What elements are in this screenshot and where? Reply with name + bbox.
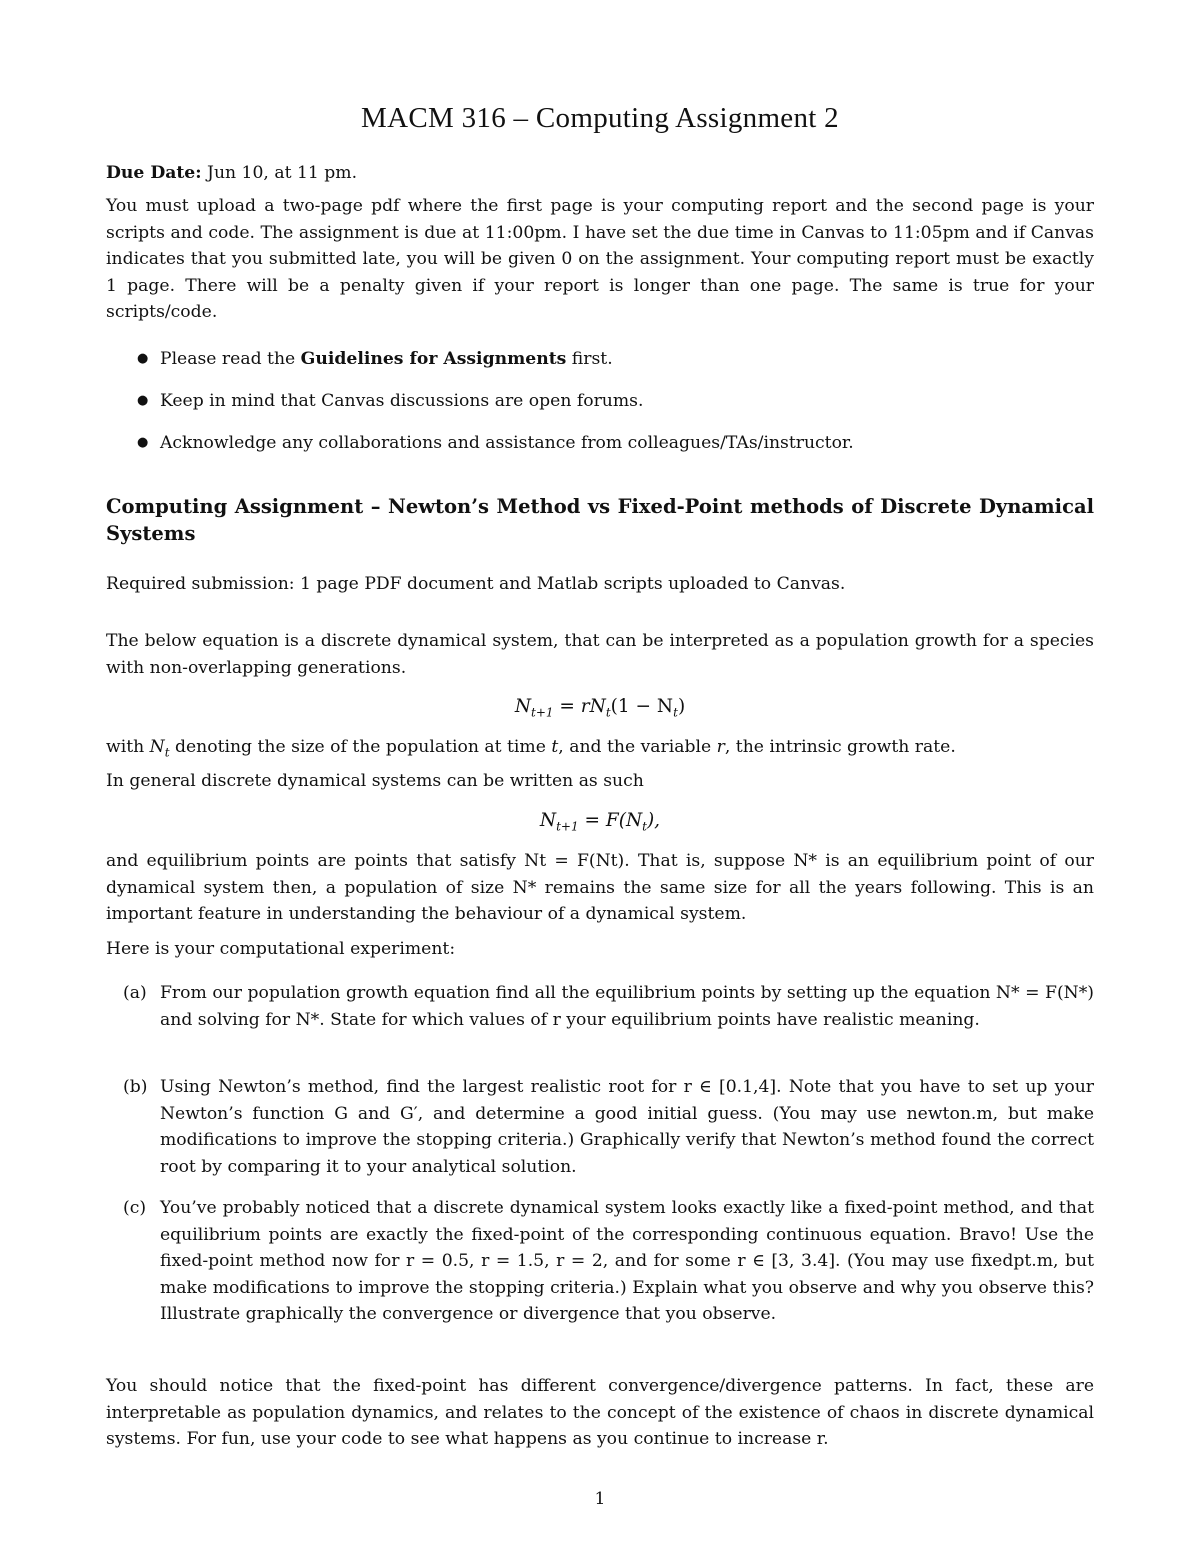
guidelines-link-text: Guidelines for Assignments <box>300 349 567 369</box>
closing-paragraph: You should notice that the fixed-point has different convergence/divergence patterns. In fact, these are interpretable as population dynamics, and relates to the concept of the existence of chaos in discrete dynamical systems. For fun, use your code to see what happens as you continue to increase r. <box>106 1376 1094 1450</box>
variable-definition-line: with $N_t$ denoting the size of the population at time t, and the variable r, the intrinsic growth rate. <box>106 737 956 760</box>
required-submission: Required submission: 1 page PDF document and Matlab scripts uploaded to Canvas. <box>106 574 846 594</box>
bullet-icon: ● <box>137 435 149 450</box>
task-c-text: You’ve probably noticed that a discrete dynamical system looks exactly like a fixed-point method, and that equilibrium points are exactly the fixed-point of the corresponding continuous equation. Bravo! Use the fixed-point method now for r = 0.5, r = 1.5, r = 2, and for some r ∈ [3, 3.4]. (You may use fixedpt.m, but make modifications to improve the stopping criteria.) Explain what you observe and why you observe this? Illustrate graphically the convergence or divergence that you observe. <box>160 1198 1094 1325</box>
list-item <box>106 430 1094 472</box>
list-item <box>106 346 1094 388</box>
page-number: 1 <box>594 1489 606 1509</box>
intro-paragraph: You must upload a two-page pdf where the first page is your computing report and the second page is your scripts and code. The assignment is due at 11:00pm. I have set the due time in Canvas to 11:05pm and if Canvas indicates that you submitted late, you will be given 0 on the assignment. Your computing report must be exactly 1 page. There will be a penalty given if your report is longer than one page. The same is true for your scripts/code. <box>106 196 1094 323</box>
section-heading: Computing Assignment – Newton’s Method vs Fixed-Point methods of Discrete Dynamical Systems <box>106 495 1094 545</box>
general-equation: $N_{t+1} = F(N_t)$, <box>539 810 661 834</box>
guidelines-list <box>106 346 1094 472</box>
bullet-1-pre: Please read the <box>160 349 301 369</box>
task-a-label: (a) <box>123 983 147 1003</box>
bullet-icon: ● <box>137 351 149 366</box>
due-date-value: Jun 10, at 11 pm. <box>201 163 358 183</box>
task-a-text: From our population growth equation find all the equilibrium points by setting up the equation N* = F(N*) and solving for N*. State for which values of r your equilibrium points have realistic meaning. <box>160 983 1094 1030</box>
task-b-text: Using Newton’s method, find the largest realistic root for r ∈ [0.1,4]. Note that you have to set up your Newton’s function G and G′, and determine a good initial guess. (You may use newton.m, but make modifications to improve the stopping criteria.) Graphically verify that Newton’s method found the correct root by comparing it to your analytical solution. <box>160 1077 1094 1177</box>
due-date-line <box>106 160 357 187</box>
task-c-label: (c) <box>123 1198 147 1218</box>
bullet-2-text: Keep in mind that Canvas discussions are open forums. <box>160 391 644 411</box>
equilibrium-paragraph: and equilibrium points are points that satisfy Nt = F(Nt). That is, suppose N* is an equilibrium point of our dynamical system then, a population of size N* remains the same size for all the years following. This is an important feature in understanding the behaviour of a dynamical system. <box>106 851 1094 925</box>
task-b-label: (b) <box>123 1077 148 1097</box>
bullet-1-post: first. <box>566 349 613 369</box>
bullet-3-text: Acknowledge any collaborations and assistance from colleagues/TAs/instructor. <box>160 433 854 453</box>
due-date-label: Due Date: <box>106 163 202 183</box>
bullet-icon: ● <box>137 393 149 408</box>
equation-intro-paragraph: The below equation is a discrete dynamical system, that can be interpreted as a population growth for a species with non-overlapping generations. <box>106 631 1094 678</box>
experiment-intro: Here is your computational experiment: <box>106 939 456 959</box>
list-item <box>106 388 1094 430</box>
general-system-line: In general discrete dynamical systems can be written as such <box>106 771 644 791</box>
page-title: MACM 316 – Computing Assignment 2 <box>361 102 839 134</box>
logistic-equation: $N_{t+1} = rN_t(1 - N_t)$ <box>514 696 686 720</box>
